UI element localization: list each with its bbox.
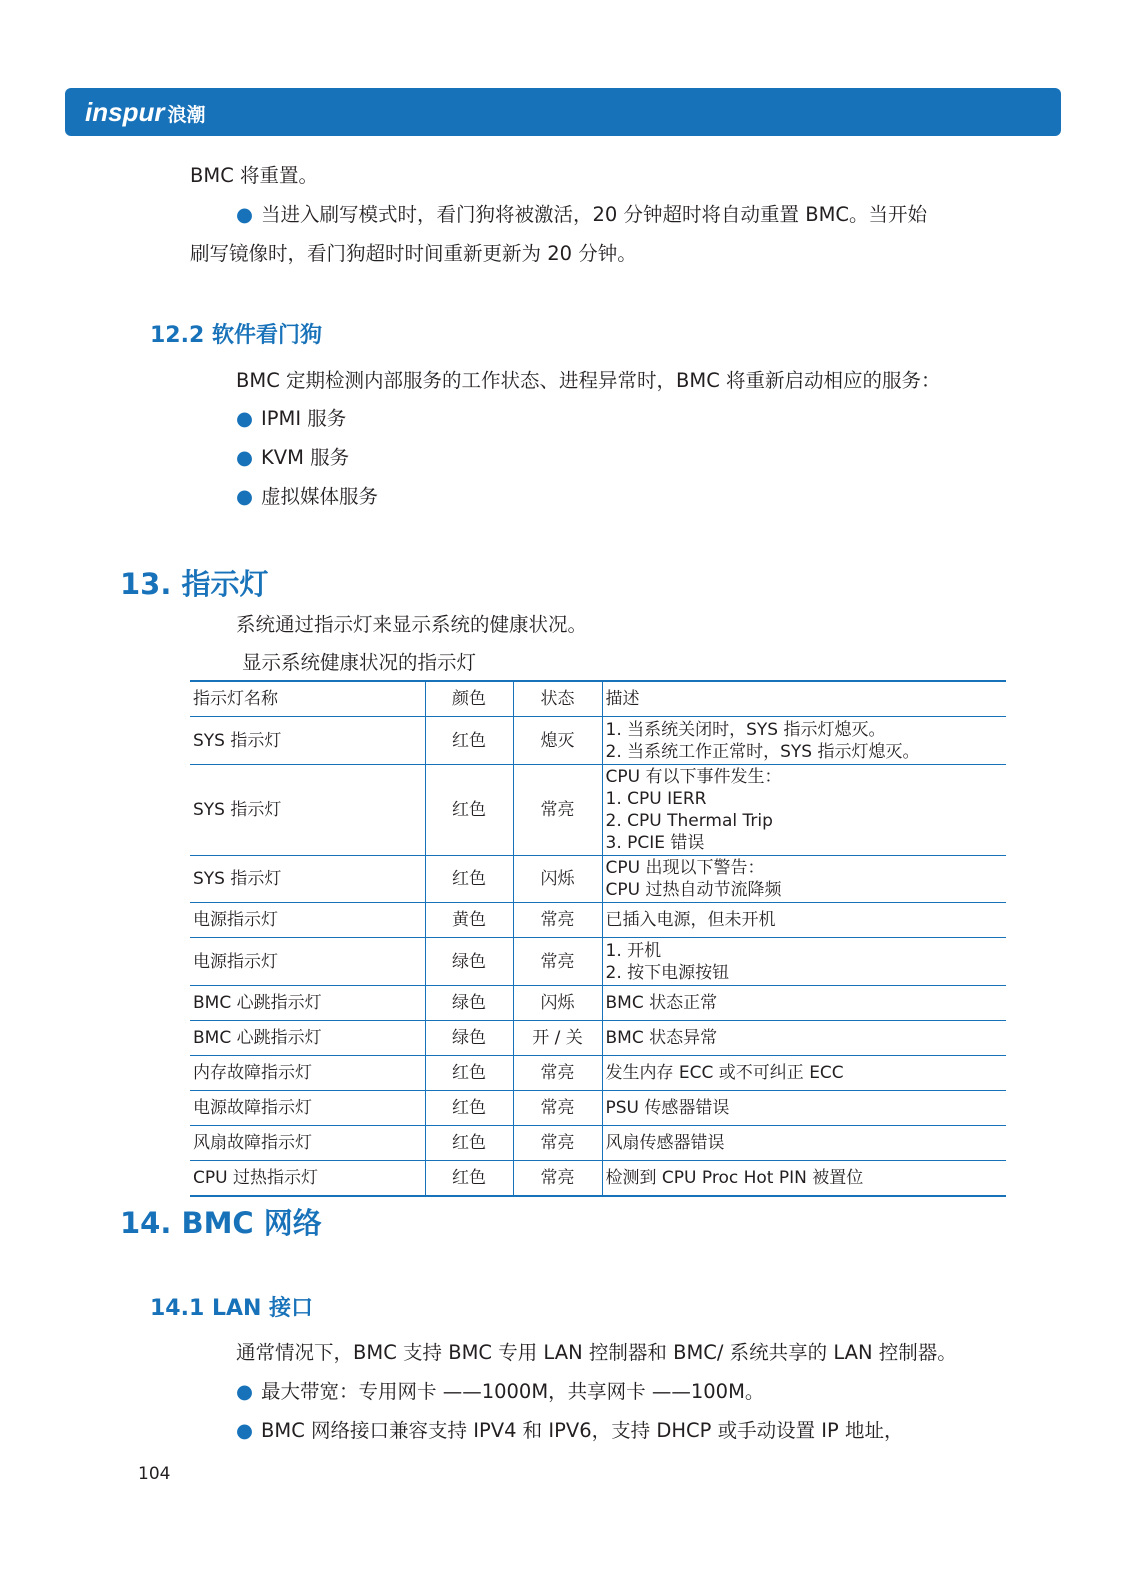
intro-line: BMC 将重置。 (190, 164, 319, 187)
section-13-heading: 13. 指示灯 (120, 567, 269, 601)
section-14-paragraph: 通常情况下，BMC 支持 BMC 专用 LAN 控制器和 BMC/ 系统共享的 LAN 控制器。 (236, 1341, 957, 1364)
light-name: 内存故障指示灯 (190, 1056, 425, 1091)
bullet-icon: ● (236, 407, 254, 430)
light-name: BMC 心跳指示灯 (190, 986, 425, 1021)
description-line: BMC 状态异常 (605, 1028, 718, 1048)
table-row (190, 903, 1006, 938)
light-name: BMC 心跳指示灯 (190, 1021, 425, 1056)
light-name: CPU 过热指示灯 (190, 1161, 425, 1196)
list-item-text: KVM 服务 (261, 446, 350, 469)
description-line: 检测到 CPU Proc Hot PIN 被置位 (605, 1167, 864, 1188)
light-description (602, 903, 1006, 938)
intro-bullet (236, 202, 927, 228)
light-color: 绿色 (425, 986, 513, 1021)
light-name: SYS 指示灯 (190, 856, 425, 903)
section-12-2-paragraph: BMC 定期检测内部服务的工作状态、进程异常时，BMC 将重新启动相应的服务： (236, 369, 941, 392)
light-color: 红色 (425, 1091, 513, 1126)
description-line: 3. PCIE 错误 (605, 833, 705, 853)
light-state: 常亮 (513, 1126, 602, 1161)
table-row (190, 856, 1006, 903)
table-row (190, 938, 1006, 986)
intro-bullet-text: 当进入刷写模式时，看门狗将被激活，20 分钟超时将自动重置 BMC。当开始 (261, 203, 928, 226)
table-row (190, 1126, 1006, 1161)
light-state: 常亮 (513, 1161, 602, 1196)
table-row (190, 765, 1006, 856)
section-14-1-heading: 14.1 LAN 接口 (150, 1296, 314, 1321)
light-description (602, 1021, 1006, 1056)
light-color: 红色 (425, 1161, 513, 1196)
list-item (236, 1379, 764, 1405)
page-number: 104 (138, 1464, 171, 1484)
light-state: 常亮 (513, 938, 602, 986)
bullet-icon: ● (236, 1380, 254, 1403)
description-line: CPU 有以下事件发生： (605, 767, 782, 787)
light-description (602, 1056, 1006, 1091)
section-14-heading: 14. BMC 网络 (120, 1206, 322, 1240)
light-color: 绿色 (425, 1021, 513, 1056)
table-header-row (190, 681, 1006, 717)
light-color: 红色 (425, 1056, 513, 1091)
page-header-bar (65, 88, 1061, 136)
light-color: 红色 (425, 1126, 513, 1161)
table-row (190, 1161, 1006, 1196)
table-row (190, 1021, 1006, 1056)
list-item-text: 虚拟媒体服务 (261, 485, 379, 508)
light-state: 常亮 (513, 765, 602, 856)
list-item (236, 406, 346, 432)
bullet-icon: ● (236, 446, 254, 469)
bullet-icon: ● (236, 1419, 254, 1442)
light-description (602, 717, 1006, 765)
description-line: 1. 当系统关闭时，SYS 指示灯熄灭。 (605, 719, 886, 740)
description-line: 1. 开机 (605, 940, 662, 961)
light-name: 电源指示灯 (190, 938, 425, 986)
list-item-text: BMC 网络接口兼容支持 IPV4 和 IPV6，支持 DHCP 或手动设置 IP 地址， (261, 1419, 904, 1442)
column-header: 描述 (602, 681, 1006, 717)
description-line: 2. 按下电源按钮 (605, 962, 730, 983)
list-item (236, 1418, 904, 1444)
description-line: 1. CPU IERR (605, 789, 707, 809)
light-state: 闪烁 (513, 856, 602, 903)
description-line: CPU 出现以下警告： (605, 858, 765, 878)
light-color: 红色 (425, 765, 513, 856)
section-12-2-heading: 12.2 软件看门狗 (150, 323, 322, 348)
light-description (602, 856, 1006, 903)
description-line: PSU 传感器错误 (605, 1098, 730, 1118)
light-state: 开 / 关 (513, 1021, 602, 1056)
logo-chinese: 浪潮 (167, 104, 206, 126)
description-line: 2. 当系统工作正常时，SYS 指示灯熄灭。 (605, 741, 920, 762)
table-row (190, 986, 1006, 1021)
light-color: 红色 (425, 856, 513, 903)
light-state: 常亮 (513, 1091, 602, 1126)
light-name: SYS 指示灯 (190, 717, 425, 765)
light-description (602, 986, 1006, 1021)
light-state: 常亮 (513, 903, 602, 938)
light-description (602, 1091, 1006, 1126)
logo-wordmark: inspur (85, 97, 165, 127)
light-color: 红色 (425, 717, 513, 765)
column-header: 指示灯名称 (190, 681, 425, 717)
light-description (602, 1126, 1006, 1161)
description-line: CPU 过热自动节流降频 (605, 880, 782, 900)
bullet-icon: ● (236, 485, 254, 508)
light-state: 常亮 (513, 1056, 602, 1091)
table-row (190, 1091, 1006, 1126)
list-item-text: 最大带宽：专用网卡 ——1000M，共享网卡 ——100M。 (261, 1380, 765, 1403)
light-color: 黄色 (425, 903, 513, 938)
column-header: 颜色 (425, 681, 513, 717)
description-line: 风扇传感器错误 (605, 1133, 725, 1153)
table-row (190, 1056, 1006, 1091)
light-color: 绿色 (425, 938, 513, 986)
light-description (602, 938, 1006, 986)
light-state: 闪烁 (513, 986, 602, 1021)
light-name: 电源故障指示灯 (190, 1091, 425, 1126)
light-name: 风扇故障指示灯 (190, 1126, 425, 1161)
inspur-logo (85, 97, 205, 128)
indicator-light-table (190, 680, 1006, 1197)
table-row (190, 717, 1006, 765)
light-name: SYS 指示灯 (190, 765, 425, 856)
list-item-text: IPMI 服务 (261, 407, 347, 430)
description-line: 2. CPU Thermal Trip (605, 811, 773, 831)
light-description (602, 1161, 1006, 1196)
list-item (236, 445, 349, 471)
description-line: 发生内存 ECC 或不可纠正 ECC (605, 1063, 844, 1083)
intro-bullet-continuation: 刷写镜像时，看门狗超时时间重新更新为 20 分钟。 (190, 242, 637, 265)
light-state: 熄灭 (513, 717, 602, 765)
description-line: 已插入电源，但未开机 (605, 910, 776, 930)
table-caption: 显示系统健康状况的指示灯 (242, 651, 477, 674)
light-description (602, 765, 1006, 856)
light-name: 电源指示灯 (190, 903, 425, 938)
column-header: 状态 (513, 681, 602, 717)
section-13-paragraph: 系统通过指示灯来显示系统的健康状况。 (236, 613, 588, 636)
bullet-icon: ● (236, 203, 254, 226)
description-line: BMC 状态正常 (605, 993, 718, 1013)
list-item (236, 484, 378, 510)
